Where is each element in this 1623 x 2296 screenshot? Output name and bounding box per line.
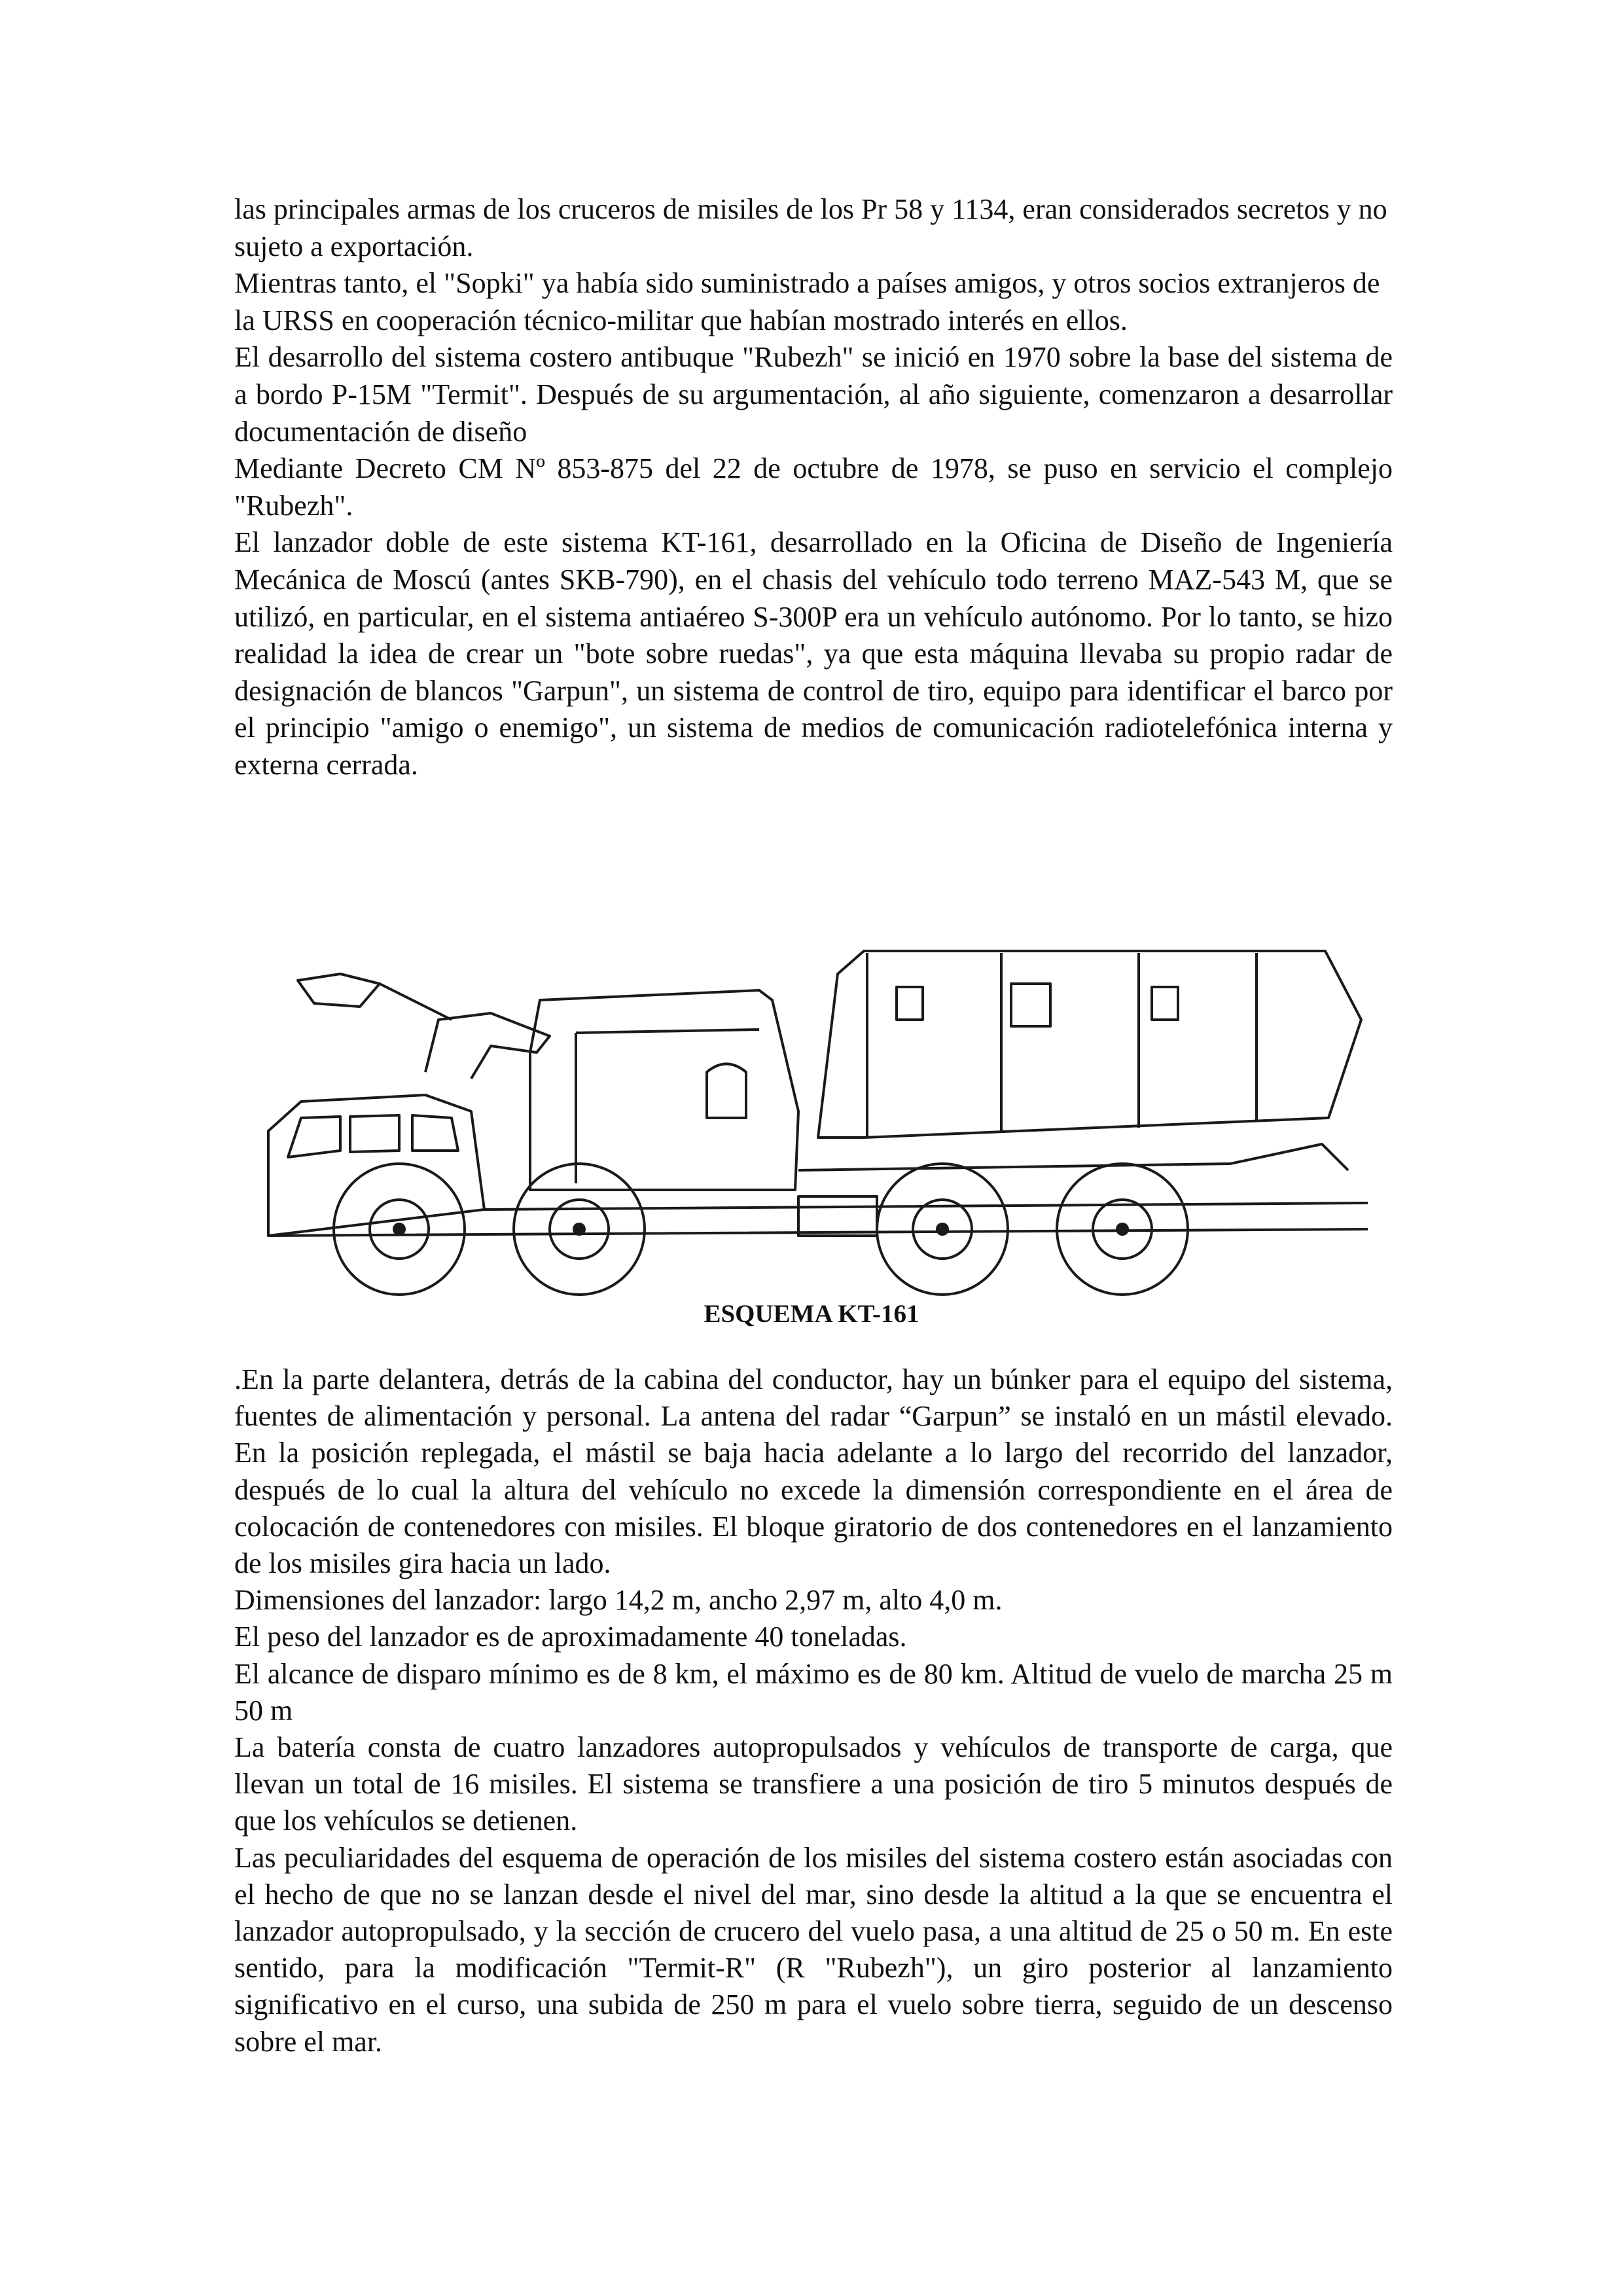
bottom-text-block [234,1361,1393,2060]
paragraph-decree: Mediante Decreto CM Nº 853-875 del 22 de octubre de 1978, se puso en servicio el complejo "Rubezh". [234,452,1393,522]
paragraph-operation: Las peculiaridades del esquema de operación de los misiles del sistema costero están asociadas con el hecho de que no se lanzan desde el nivel del mar, sino desde la altitud a la que se encuentra el lanzador autopropulsado, y la sección de crucero del vuelo pasa, a una altitud de 25 o 50 m. En este sentido, para la modificación "Termit-R" (R "Rubezh"), un giro posterior al lanzamiento significativo en el curso, una subida de 250 m para el vuelo sobre tierra, seguido de un descenso sobre el mar. [234,1841,1393,2058]
paragraph-launcher-kt161: El lanzador doble de este sistema KT-161, desarrollado en la Oficina de Diseño de Ingeniería Mecánica de Moscú (antes SKB-790), en el chasis del vehículo todo terreno MAZ-543 M, que se utilizó, en particular, en el sistema antiaéreo S-300P era un vehículo autónomo. Por lo tanto, se hizo realidad la idea de crear un "bote sobre ruedas", ya que esta máquina llevaba su propio radar de designación de blancos "Garpun", un sistema de control de tiro, equipo para identificar el barco por el principio "amigo o enemigo", un sistema de medios de comunicación radiotelefónica interna y externa cerrada. [234,526,1393,781]
paragraph-dimensions: Dimensiones del lanzador: largo 14,2 m, ancho 2,97 m, alto 4,0 m. [234,1584,1003,1617]
paragraph-bunker-radar: .En la parte delantera, detrás de la cabina del conductor, hay un búnker para el equipo del sistema, fuentes de alimentación y personal. La antena del radar “Garpun” se instaló en un mástil elevado. En la posición replegada, el mástil se baja hacia adelante a lo largo del recorrido del lanzador, después de lo cual la altura del vehículo no excede la dimensión correspondiente en el área de colocación de contenedores con misiles. El bloque giratorio de dos contenedores en el lanzamiento de los misiles gira hacia un lado. [234,1363,1393,1580]
paragraph-export-secret: las principales armas de los cruceros de misiles de los Pr 58 y 1134, eran considerados secretos y no sujeto a exportación. [234,193,1387,262]
figure-caption: ESQUEMA KT-161 [704,1300,919,1328]
top-text-block [234,191,1393,784]
paragraph-rubezh-development: El desarrollo del sistema costero antibuque "Rubezh" se inició en 1970 sobre la base del sistema de a bordo P-15M "Termit". Después de su argumentación, al año siguiente, comenzaron a desarrollar documentación de diseño [234,341,1393,448]
kt161-vehicle-drawing [209,922,1414,1314]
paragraph-battery: La batería consta de cuatro lanzadores autopropulsados y vehículos de transporte de carga, que llevan un total de 16 misiles. El sistema se transfiere a una posición de tiro 5 minutos después de que los vehículos se detienen. [234,1731,1393,1837]
paragraph-sopki: Mientras tanto, el "Sopki" ya había sido suministrado a países amigos, y otros socios extranjeros de la URSS en cooperación técnico-militar que habían mostrado interés en ellos. [234,267,1380,336]
paragraph-range: El alcance de disparo mínimo es de 8 km, el máximo es de 80 km. Altitud de vuelo de marcha 25 m 50 m [234,1657,1393,1727]
paragraph-weight: El peso del lanzador es de aproximadamente 40 toneladas. [234,1621,907,1653]
